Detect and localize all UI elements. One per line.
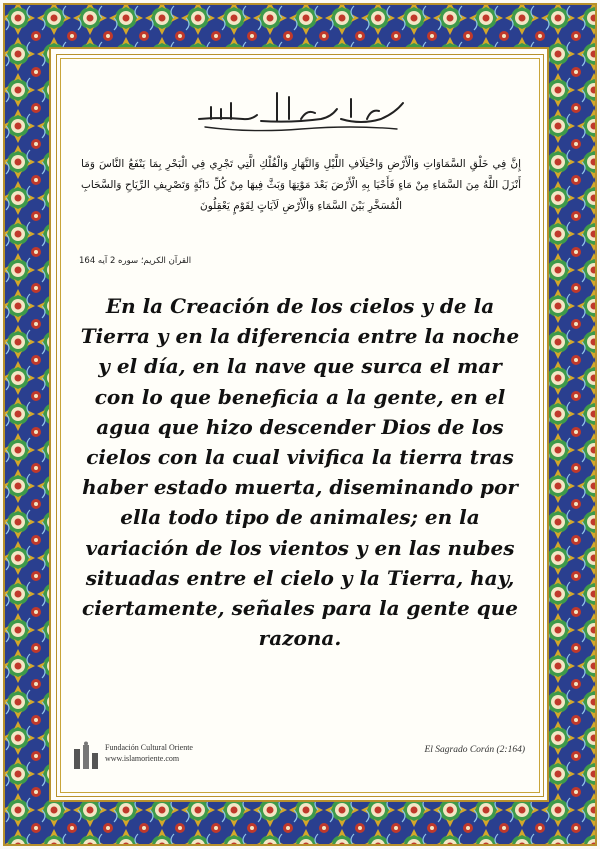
spanish-verse: En la Creación de los cielos y de la Tierra y en la diferencia entre la noche y el día, en la nave que surca el mar con lo que beneficia a la gente, en el agua que hizo descender Dios de los cielos con la cual vivifica la tierra tras haber estado muerta, diseminando por ella todo tipo de animales; en la variación de los vientos y en las nubes situadas entre el cielo y la Tierra, hay, ciertamente, señales para la gente que razona. (80, 294, 520, 651)
publisher-emblem-icon (73, 741, 99, 771)
arabic-verse: إِنَّ فِي خَلْقِ السَّمَاوَاتِ وَالْأَرْضِ وَاخْتِلَافِ اللَّيْلِ وَالنَّهَارِ وَالْفُلْكِ الَّتِي تَجْرِي فِي الْبَحْرِ بِمَا يَنْفَعُ النَّاسَ وَمَا أَنْزَلَ اللَّهُ مِنَ السَّمَاءِ مِنْ مَاءٍ فَأَحْيَا بِهِ الْأَرْضَ بَعْدَ مَوْتِهَا وَبَثَّ فِيهَا مِنْ كُلِّ دَابَّةٍ وَتَصْرِيفِ الرِّيَاحِ وَالسَّحَابِ الْمُسَخَّرِ بَيْنَ السَّمَاءِ وَالْأَرْضِ لَآيَاتٍ لِقَوْمٍ يَعْقِلُونَ (81, 158, 521, 212)
publisher-name: Fundación Cultural Oriente (105, 743, 193, 752)
text-panel (60, 58, 540, 793)
publisher-url[interactable]: www.islamoriente.com (105, 754, 180, 763)
bismillah-calligraphy (191, 79, 411, 139)
source-citation: El Sagrado Corán (2:164) (424, 745, 525, 755)
arabic-reference: القرآن الكريم؛ سوره 2 آيه 164 (79, 256, 192, 266)
publisher-logo (73, 737, 243, 777)
